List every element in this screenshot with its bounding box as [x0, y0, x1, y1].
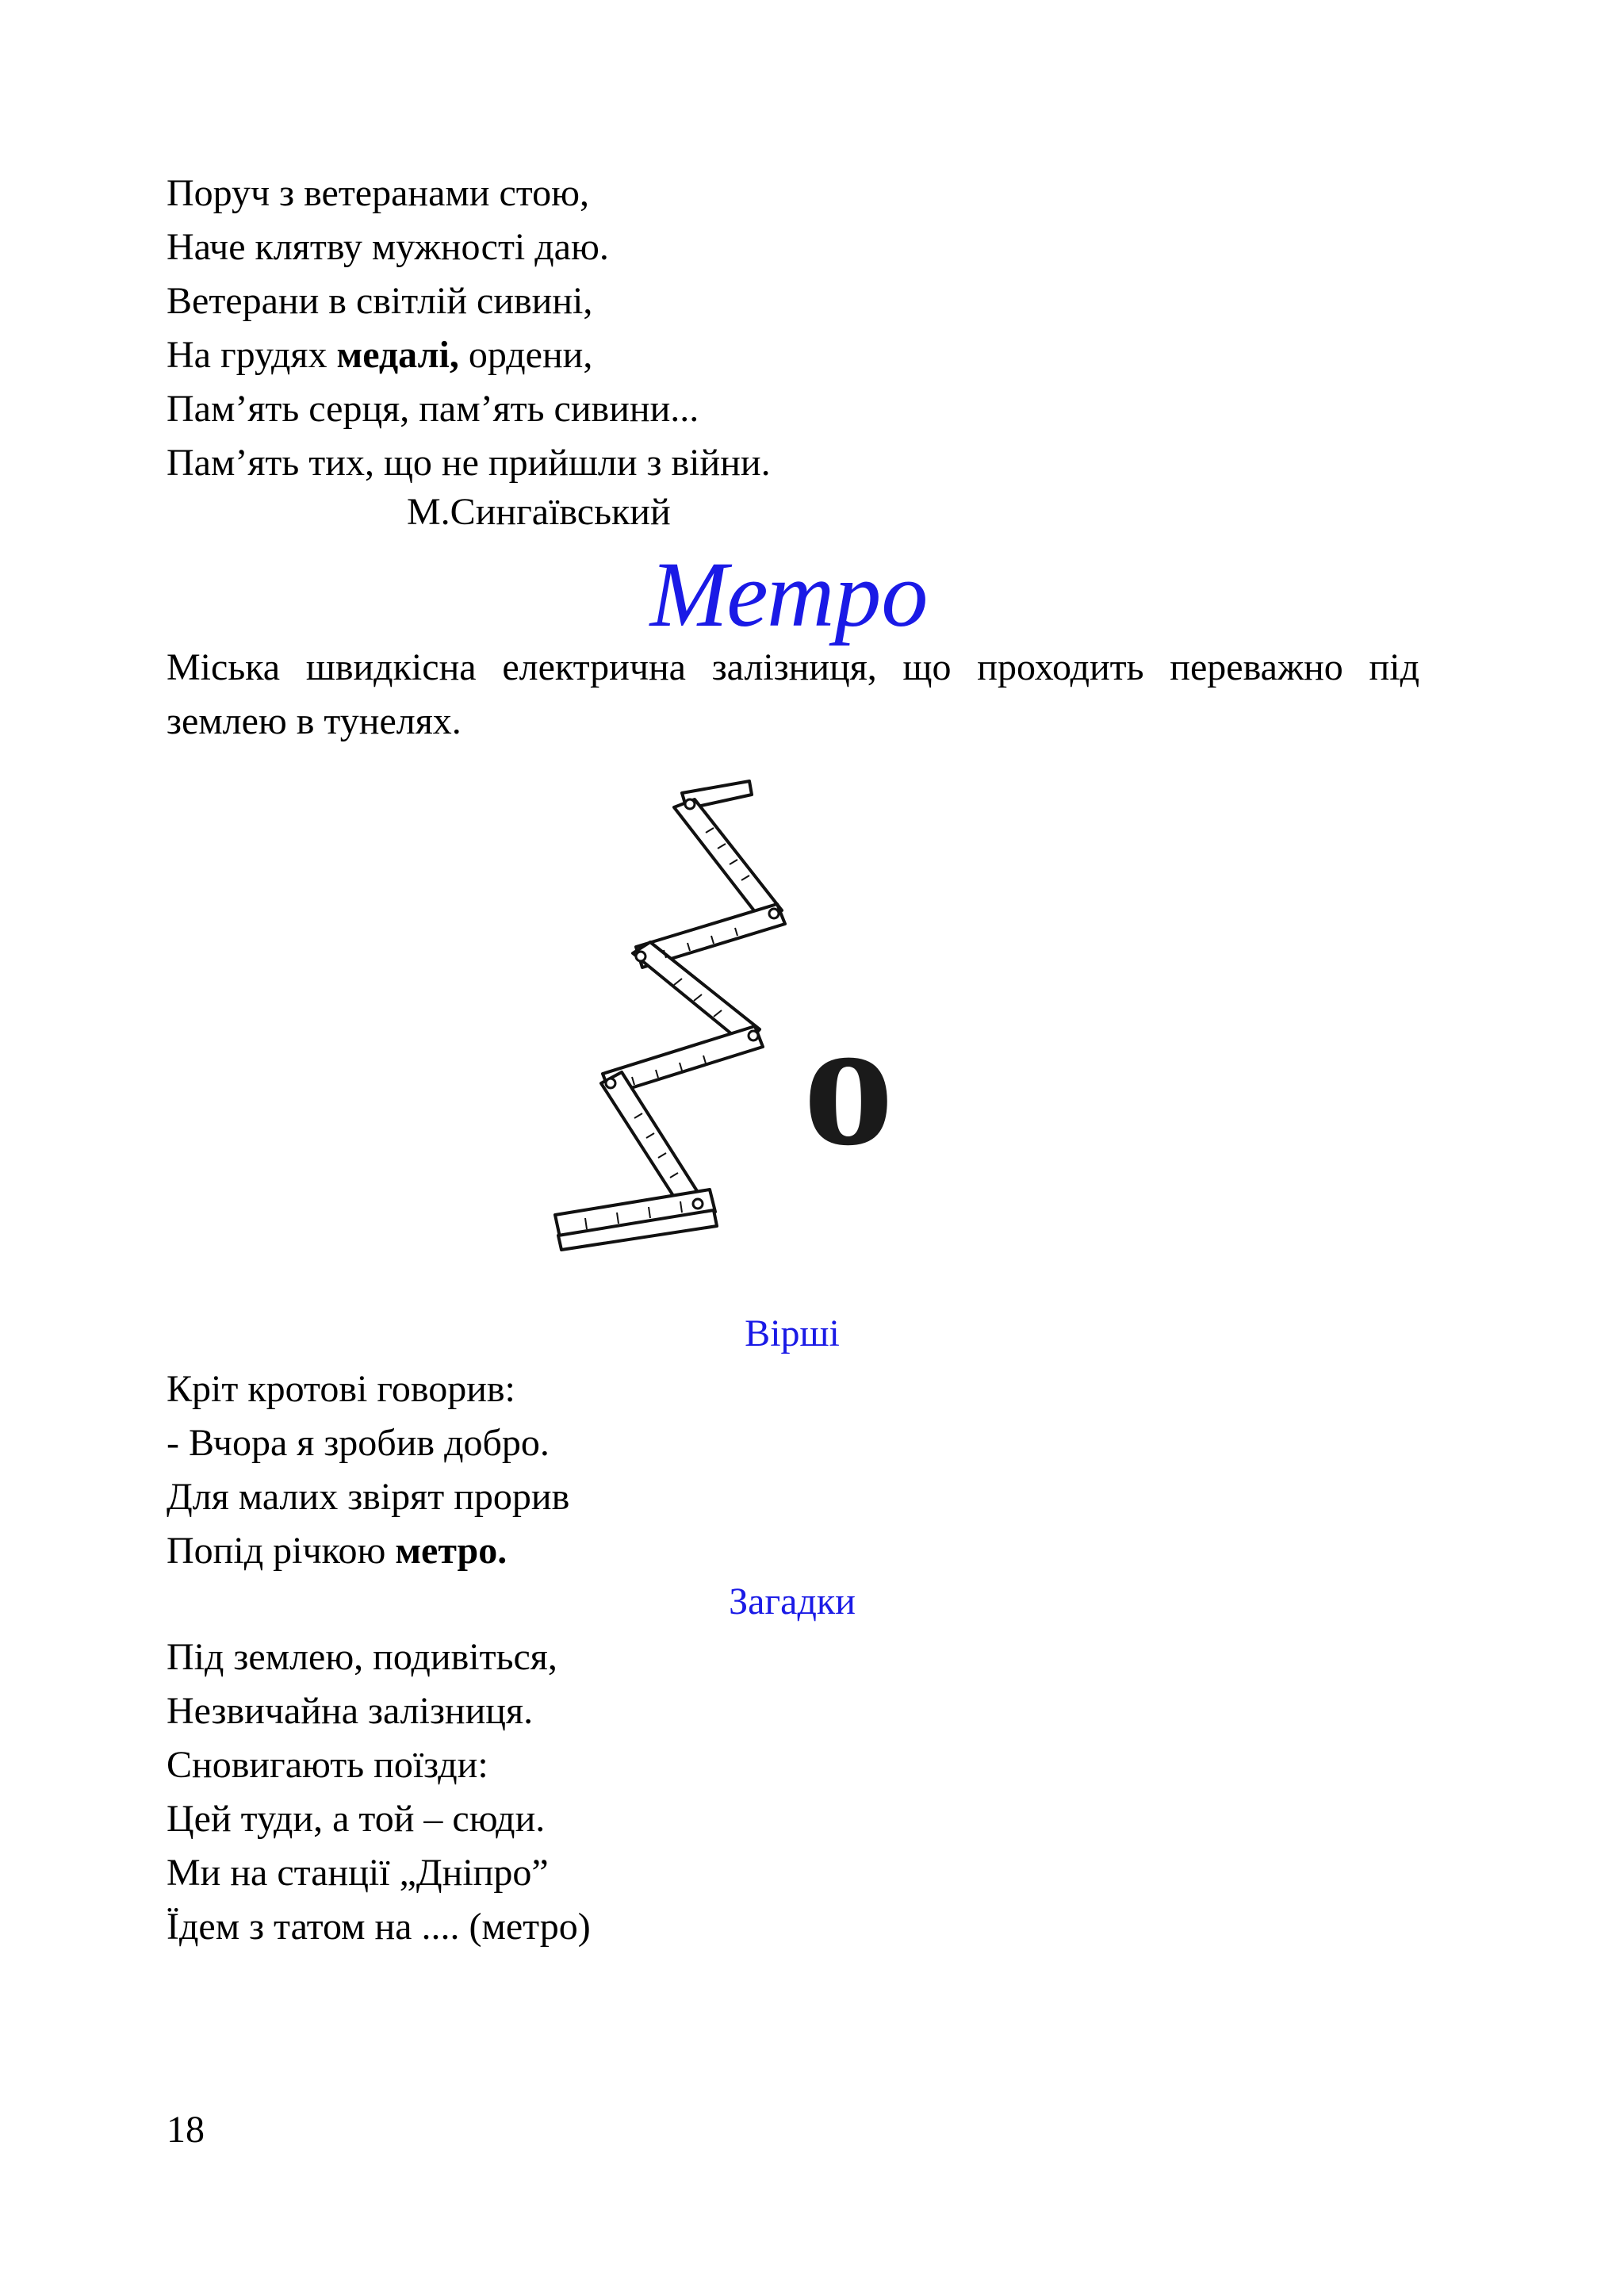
riddle-line-1: Під землею, подивіться,: [167, 1636, 557, 1678]
poem-line-6: Пам’ять тих, що не прийшли з війни.: [167, 442, 771, 484]
riddles-heading: Загадки: [729, 1580, 856, 1623]
poem-author: М.Сингаївський: [407, 491, 671, 533]
poem-line-4-start: На грудях: [167, 334, 337, 376]
folding-ruler-illustration: [547, 777, 928, 1277]
verse-line-2: - Вчора я зробив добро.: [167, 1422, 550, 1464]
riddle-line-2: Незвичайна залізниця.: [167, 1690, 534, 1732]
poem-line-4-end: ордени,: [458, 334, 593, 376]
definition-paragraph: Міська швидкісна електрична залізниця, що проходить переважно під землею в тунелях.: [167, 646, 1419, 742]
riddle-line-6: Їдем з татом на .... (метро): [167, 1906, 591, 1948]
riddle-line-5: Ми на станції „Дніпро”: [167, 1852, 549, 1894]
verses-heading: Вірші: [745, 1312, 840, 1354]
verse-line-4-bold: метро.: [395, 1530, 508, 1572]
poem-line-1: Поруч з ветеранами стою,: [167, 172, 589, 214]
verse-line-4-start: Попід річкою: [167, 1530, 396, 1572]
verse-line-1: Кріт кротові говорив:: [167, 1368, 515, 1410]
page-title: Метро: [649, 542, 929, 646]
ruler-segment-6: [601, 1072, 704, 1212]
riddle-line-4: Цей туди, а той – сюди.: [167, 1798, 546, 1840]
poem-line-4: [167, 328, 592, 382]
riddle-line-3: Сновигають поїзди:: [167, 1744, 488, 1786]
verse-line-4: [167, 1524, 507, 1578]
poem-line-3: Ветерани в світлій сивині,: [167, 280, 593, 322]
page-number: 18: [167, 2109, 205, 2151]
verse-line-3: Для малих звірят прорив: [167, 1476, 570, 1518]
ruler-segment-2: [674, 799, 782, 920]
poem-line-5: Пам’ять серця, пам’ять сивини...: [167, 388, 699, 430]
poem-line-2: Наче клятву мужності даю.: [167, 226, 609, 268]
letter-o: о: [802, 981, 894, 1183]
poem-line-4-bold: медалі,: [336, 334, 459, 376]
